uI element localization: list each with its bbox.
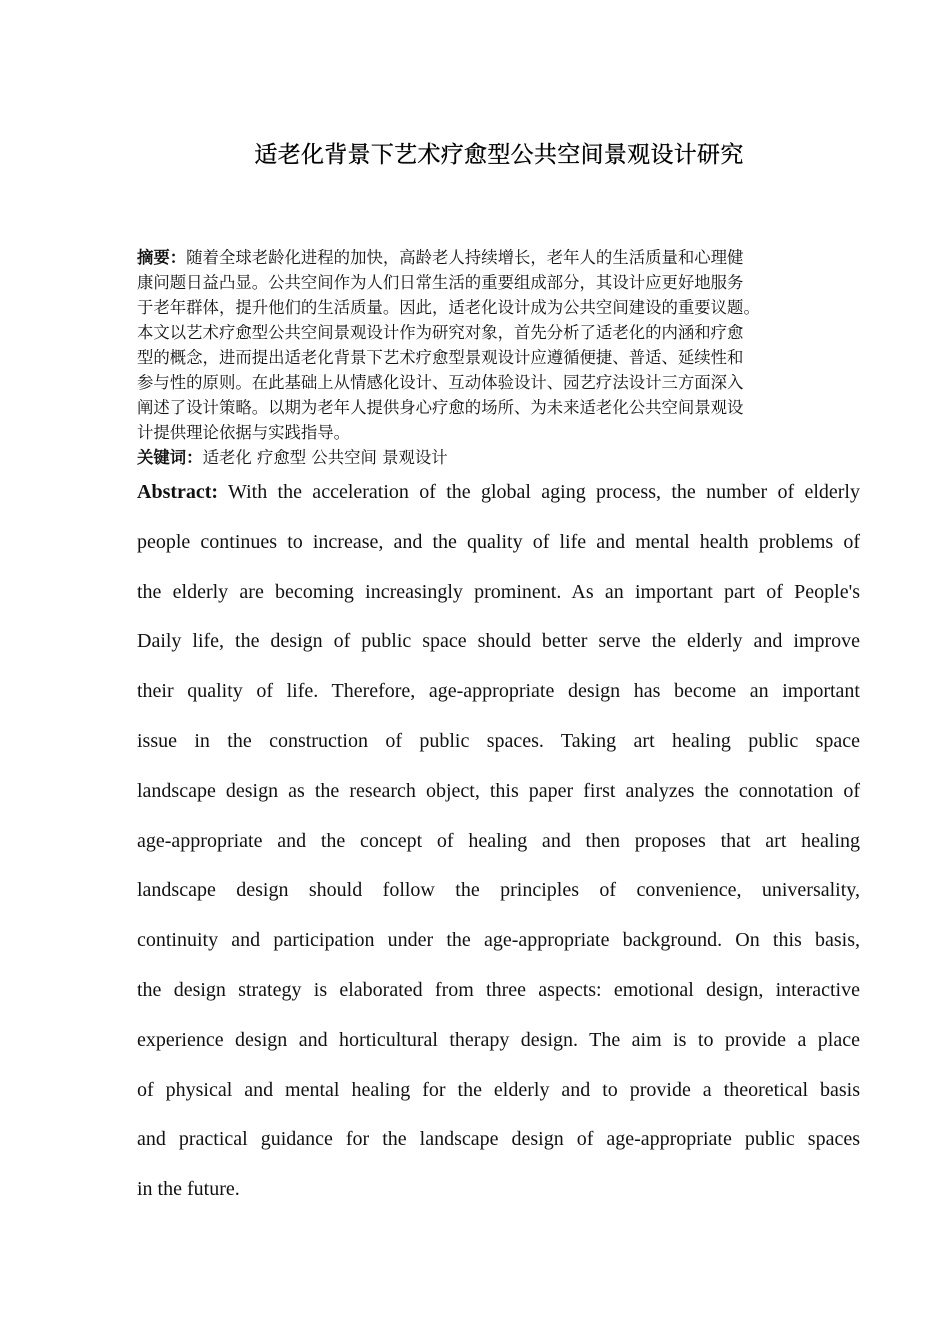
keyword: 公共空间 <box>311 448 377 467</box>
chinese-abstract-text: 随着全球老龄化进程的加快，高龄老人持续增长，老年人的生活质量和心理健 <box>186 248 744 267</box>
chinese-abstract-line: 型的概念，进而提出适老化背景下艺术疗愈型景观设计应遵循便捷、普适、延续性和 <box>137 348 744 367</box>
english-abstract-line <box>137 477 860 527</box>
english-abstract-line: landscape design should follow the principles of convenience, universality, <box>137 879 860 902</box>
english-abstract-line: experience design and horticultural therapy design. The aim is to provide a place <box>137 1028 860 1051</box>
english-abstract-line: of physical and mental healing for the elderly and to provide a theoretical basis <box>137 1078 860 1101</box>
english-abstract-line: issue in the construction of public spaces. Taking art healing public space <box>137 729 860 752</box>
english-abstract-line: Daily life, the design of public space should better serve the elderly and improve <box>137 630 860 653</box>
chinese-abstract-line: 康问题日益凸显。公共空间作为人们日常生活的重要组成部分，其设计应更好地服务 <box>137 273 744 292</box>
chinese-abstract-line: 参与性的原则。在此基础上从情感化设计、互动体验设计、园艺疗法设计三方面深入 <box>137 373 744 392</box>
english-abstract-line: landscape design as the research object, this paper first analyzes the connotation of <box>137 779 860 802</box>
english-abstract-line: the elderly are becoming increasingly prominent. As an important part of People's <box>137 580 860 603</box>
keywords-label: 关键词： <box>137 448 203 467</box>
chinese-abstract-label: 摘要： <box>137 248 187 267</box>
english-abstract-line: and practical guidance for the landscape design of age-appropriate public spaces <box>137 1128 860 1151</box>
english-abstract-line: in the future. <box>137 1178 240 1201</box>
chinese-abstract-line <box>137 245 877 270</box>
english-abstract-text: With the acceleration of the global aging process, the number of elderly <box>218 481 860 503</box>
chinese-abstract-line: 计提供理论依据与实践指导。 <box>137 423 351 442</box>
chinese-abstract-line: 本文以艺术疗愈型公共空间景观设计作为研究对象，首先分析了适老化的内涵和疗愈 <box>137 323 744 342</box>
chinese-abstract <box>137 245 877 470</box>
english-abstract-label: Abstract: <box>137 481 219 503</box>
keywords-line <box>137 445 877 470</box>
paper-title: 适老化背景下艺术疗愈型公共空间景观设计研究 <box>254 142 744 169</box>
english-abstract-line: age-appropriate and the concept of healing and then proposes that art healing <box>137 829 860 852</box>
keyword: 景观设计 <box>382 448 448 467</box>
english-abstract-line: their quality of life. Therefore, age-appropriate design has become an important <box>137 680 860 703</box>
english-abstract-line: continuity and participation under the age-appropriate background. On this basis, <box>137 929 860 952</box>
keyword: 适老化 <box>202 448 252 467</box>
english-abstract-line: the design strategy is elaborated from three aspects: emotional design, interactive <box>137 978 860 1001</box>
chinese-abstract-line: 于老年群体，提升他们的生活质量。因此，适老化设计成为公共空间建设的重要议题。 <box>137 298 760 317</box>
english-abstract-line: people continues to increase, and the quality of life and mental health problems of <box>137 530 860 553</box>
english-abstract <box>137 477 860 1224</box>
chinese-abstract-line: 阐述了设计策略。以期为老年人提供身心疗愈的场所、为未来适老化公共空间景观设 <box>137 398 744 417</box>
keyword: 疗愈型 <box>256 448 307 467</box>
